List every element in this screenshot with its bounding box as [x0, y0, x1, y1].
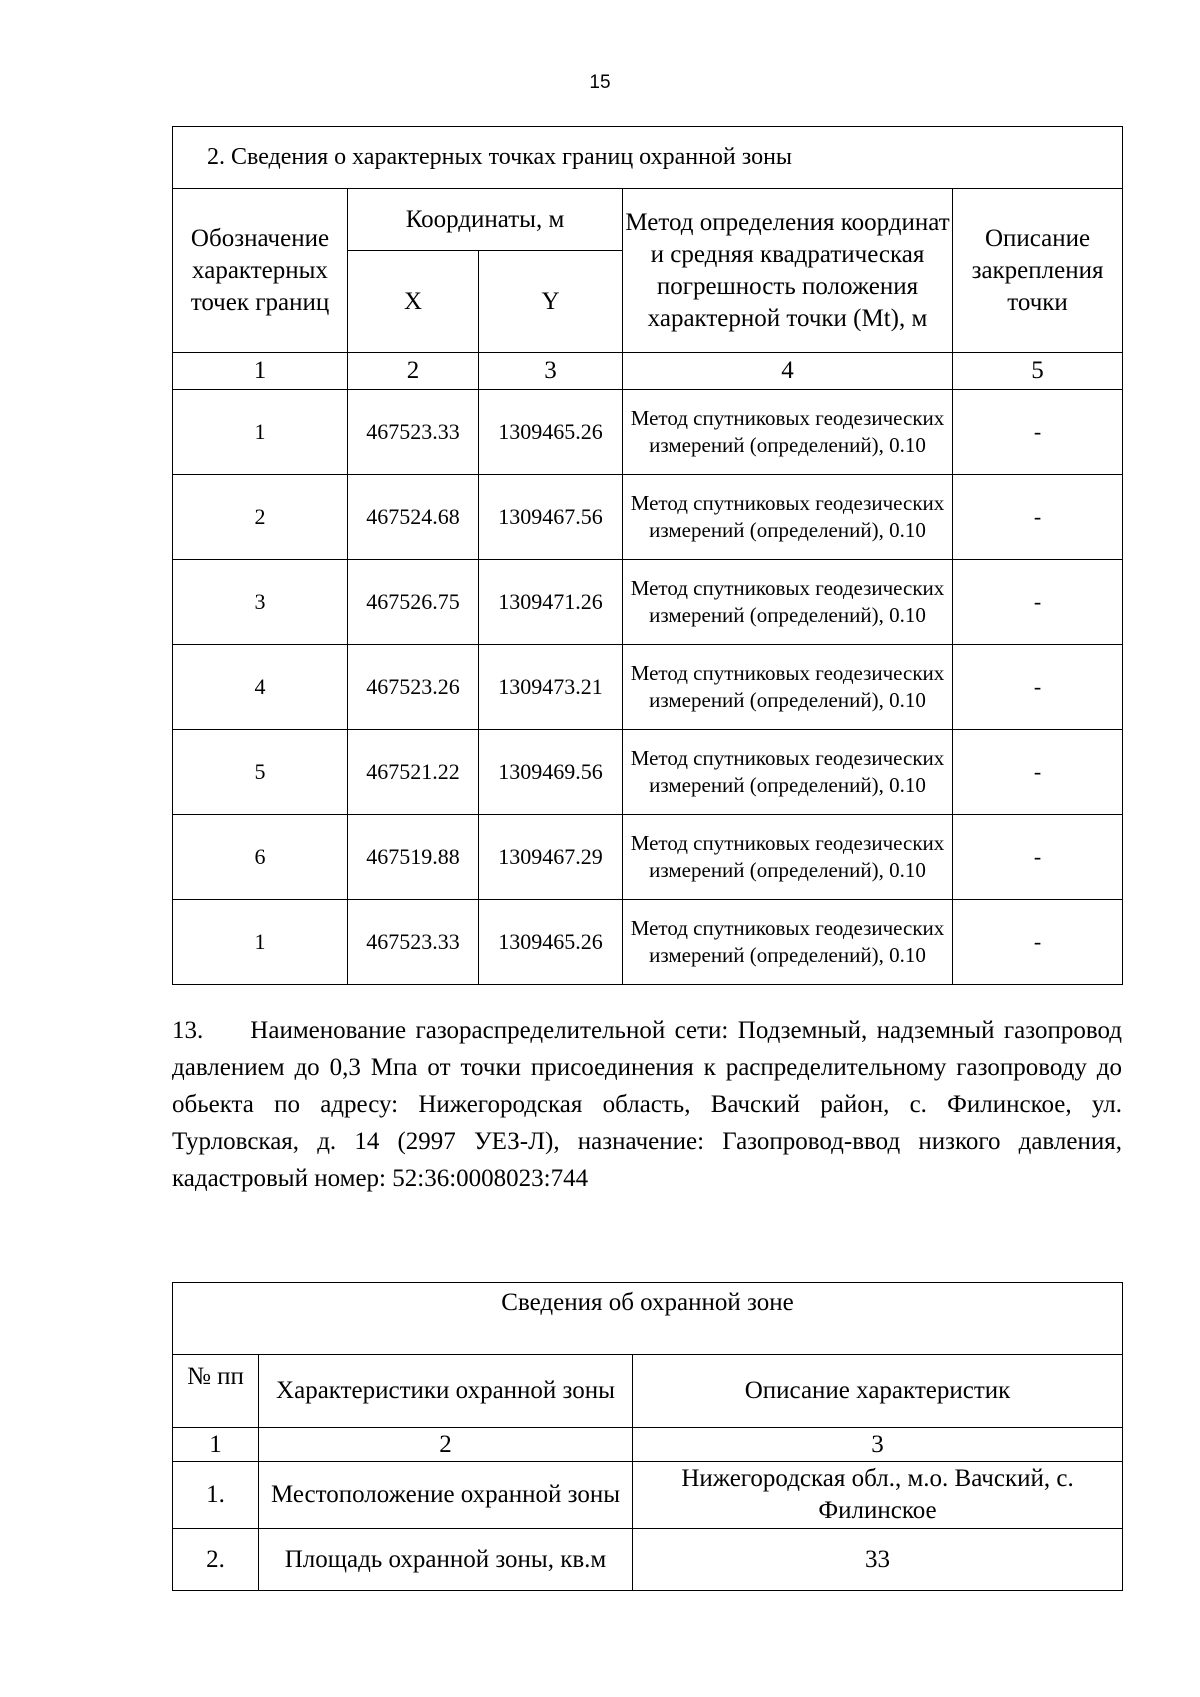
table-row — [173, 815, 1123, 900]
description-cell: - — [953, 475, 1123, 560]
method-cell: Метод спутниковых геодезических измерений (определений), 0.10 — [623, 560, 953, 645]
method-cell: Метод спутниковых геодезических измерений (определений), 0.10 — [623, 390, 953, 475]
column-number: 1 — [173, 1428, 259, 1462]
coord-y: 1309471.26 — [479, 560, 623, 645]
table-row — [173, 390, 1123, 475]
point-id: 3 — [173, 560, 348, 645]
coord-y: 1309465.26 — [479, 900, 623, 985]
header-method: Метод определения координат и средняя квадратическая погрешность положения характерной точки (Mt), м — [623, 189, 953, 353]
protection-zone-table-title: Сведения об охранной зоне — [173, 1283, 1123, 1355]
coord-x: 467523.33 — [348, 390, 479, 475]
point-id: 2 — [173, 475, 348, 560]
header-characteristics: Характеристики охранной зоны — [259, 1355, 633, 1428]
description-cell: - — [953, 815, 1123, 900]
point-id: 1 — [173, 900, 348, 985]
coord-x: 467523.33 — [348, 900, 479, 985]
point-id: 6 — [173, 815, 348, 900]
table-row — [173, 560, 1123, 645]
column-number: 1 — [173, 353, 348, 390]
coord-y: 1309467.56 — [479, 475, 623, 560]
table-row — [173, 475, 1123, 560]
method-cell: Метод спутниковых геодезических измерений (определений), 0.10 — [623, 730, 953, 815]
row-number: 2. — [173, 1529, 259, 1591]
header-designation: Обозначение характерных точек границ — [173, 189, 348, 353]
page-number: 15 — [589, 72, 611, 93]
description-cell: - — [953, 560, 1123, 645]
coord-x: 467521.22 — [348, 730, 479, 815]
header-characteristics-description: Описание характеристик — [633, 1355, 1123, 1428]
table-row — [173, 900, 1123, 985]
column-number: 5 — [953, 353, 1123, 390]
coord-y: 1309467.29 — [479, 815, 623, 900]
coord-x: 467523.26 — [348, 645, 479, 730]
column-number: 2 — [259, 1428, 633, 1462]
row-number: 1. — [173, 1462, 259, 1529]
coord-y: 1309465.26 — [479, 390, 623, 475]
method-cell: Метод спутниковых геодезических измерений (определений), 0.10 — [623, 815, 953, 900]
protection-zone-table — [172, 1282, 1123, 1591]
column-number: 4 — [623, 353, 953, 390]
table-row — [173, 730, 1123, 815]
coord-x: 467526.75 — [348, 560, 479, 645]
description-cell: - — [953, 645, 1123, 730]
characteristic-description-cell: Нижегородская обл., м.о. Вачский, с. Филинское — [633, 1462, 1123, 1529]
coord-y: 1309473.21 — [479, 645, 623, 730]
description-cell: - — [953, 730, 1123, 815]
point-id: 4 — [173, 645, 348, 730]
header-y: Y — [479, 251, 623, 353]
point-id: 1 — [173, 390, 348, 475]
characteristic-description-cell: 33 — [633, 1529, 1123, 1591]
header-description: Описание закрепления точки — [953, 189, 1123, 353]
section-13-paragraph: 13. Наименование газораспределительной сети: Подземный, надземный газопровод давлением до 0,3 Мпа от точки присоединения к распределительному газопроводу до обьекта по адресу: Нижегородская область, Вачский район, с. Филинское, ул. Турловская, д. 14 (2997 УЕЗ-Л), назначение: Газопровод-ввод низкого давления, кадастровый номер: 52:36:0008023:744 — [172, 1017, 1122, 1192]
coord-y: 1309469.56 — [479, 730, 623, 815]
boundary-points-table-title: 2. Сведения о характерных точках границ охранной зоны — [173, 127, 1123, 189]
header-pp: № пп — [173, 1355, 259, 1428]
method-cell: Метод спутниковых геодезических измерений (определений), 0.10 — [623, 475, 953, 560]
coord-x: 467519.88 — [348, 815, 479, 900]
header-x: X — [348, 251, 479, 353]
table-row — [173, 1529, 1123, 1591]
description-cell: - — [953, 390, 1123, 475]
column-number: 3 — [633, 1428, 1123, 1462]
characteristic-cell: Площадь охранной зоны, кв.м — [259, 1529, 633, 1591]
method-cell: Метод спутниковых геодезических измерений (определений), 0.10 — [623, 900, 953, 985]
point-id: 5 — [173, 730, 348, 815]
table-row — [173, 1462, 1123, 1529]
column-number: 3 — [479, 353, 623, 390]
boundary-points-table — [172, 126, 1123, 985]
description-cell: - — [953, 900, 1123, 985]
characteristic-cell: Местоположение охранной зоны — [259, 1462, 633, 1529]
column-number: 2 — [348, 353, 479, 390]
method-cell: Метод спутниковых геодезических измерений (определений), 0.10 — [623, 645, 953, 730]
coord-x: 467524.68 — [348, 475, 479, 560]
table-row — [173, 645, 1123, 730]
header-coordinates: Координаты, м — [348, 189, 623, 251]
